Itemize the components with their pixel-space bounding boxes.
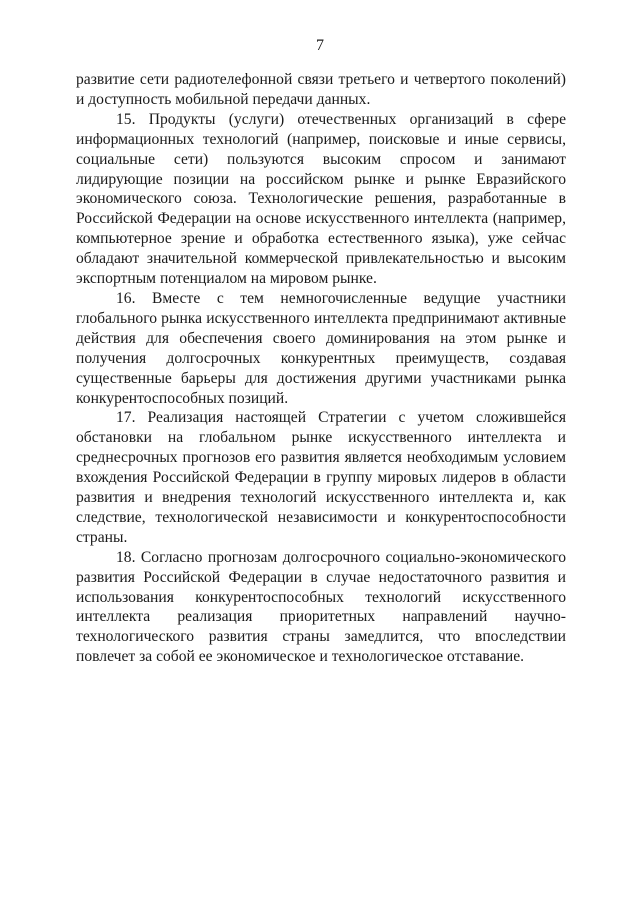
- paragraph-15: 15. Продукты (услуги) отечественных организаций в сфере информационных технологий (например, поисковые и иные сервисы, социальные сети) пользуются высоким спросом и занимают лидирующие позиции на российском рынке и рынке Евразийского экономического союза. Технологические решения, разработанные в Российской Федерации на основе искусственного интеллекта (например, компьютерное зрение и обработка естественного языка), уже сейчас обладают значительной коммерческой привлекательностью и высоким экспортным потенциалом на мировом рынке.: [76, 110, 566, 288]
- paragraph-18: 18. Согласно прогнозам долгосрочного социально-экономического развития Российской Федерации в случае недостаточного развития и использования конкурентоспособных технологий искусственного интеллекта реализация приоритетных направлений научно-технологического развития страны замедлится, что впоследствии повлечет за собой ее экономическое и технологическое отставание.: [76, 548, 566, 666]
- page-number: 7: [316, 37, 324, 54]
- paragraph-16: 16. Вместе с тем немногочисленные ведущие участники глобального рынка искусственного интеллекта предпринимают активные действия для обеспечения своего доминирования на этом рынке и получения долгосрочных конкурентных преимуществ, создавая существенные барьеры для достижения другими участниками рынка конкурентоспособных позиций.: [76, 289, 566, 407]
- document-body: [76, 70, 566, 667]
- paragraph-14-continuation: развитие сети радиотелефонной связи третьего и четвертого поколений) и доступность мобильной передачи данных.: [76, 71, 566, 108]
- paragraph-17: 17. Реализация настоящей Стратегии с учетом сложившейся обстановки на глобальном рынке искусственного интеллекта и среднесрочных прогнозов его развития является необходимым условием вхождения Российской Федерации в группу мировых лидеров в области развития и внедрения технологий искусственного интеллекта и, как следствие, технологической независимости и конкурентоспособности страны.: [76, 409, 566, 546]
